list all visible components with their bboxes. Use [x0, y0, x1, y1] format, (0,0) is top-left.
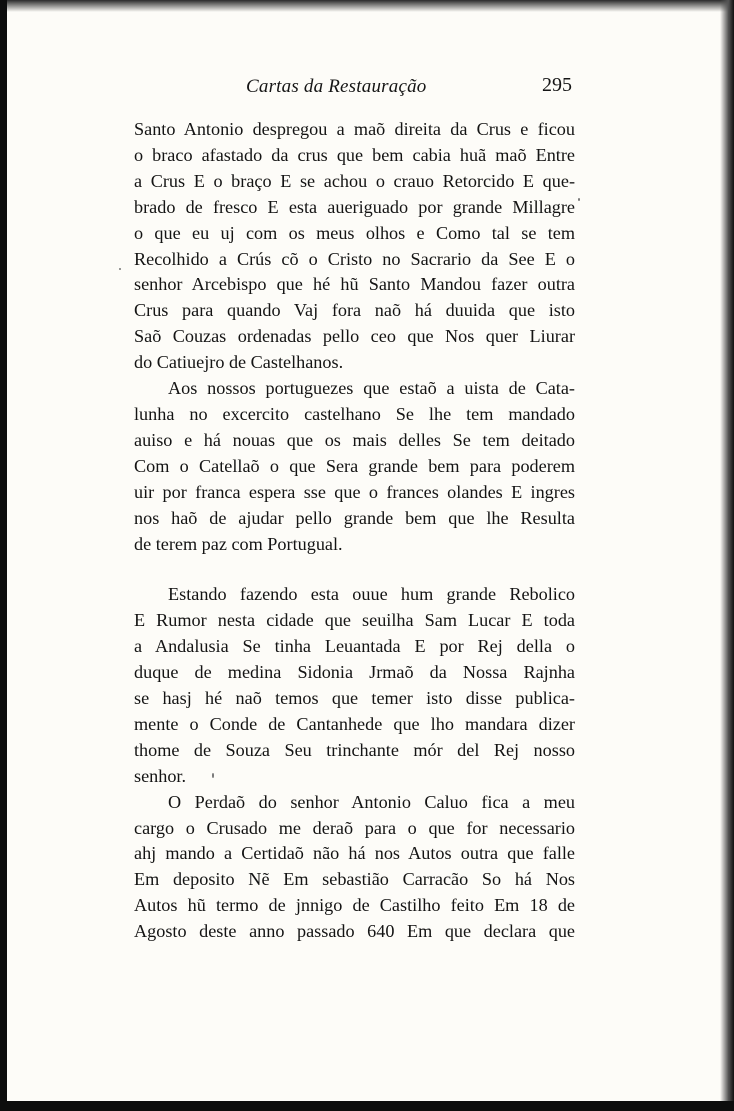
text-line: mente o Conde de Cantanhede que lho mandara dizer [134, 713, 575, 734]
text-line: Agosto deste anno passado 640 Em que declara que [134, 921, 575, 942]
text-line: duque de medina Sidonia Jrmaõ da Nossa Rajnha [134, 662, 575, 683]
scanned-page [6, 0, 728, 1104]
scan-border-bottom [0, 1101, 734, 1111]
text-line: Recolhido a Crús cõ o Cristo no Sacrario da See E o [134, 248, 575, 269]
text-line: Aos nossos portuguezes que estaõ a uista de Cata- [168, 378, 575, 399]
text-line: Santo Antonio despregou a maõ direita da Crus e ficou [134, 119, 575, 139]
paragraph-3 [134, 582, 575, 789]
text-line: Saõ Couzas ordenadas pello ceo que Nos quer Liurar [134, 326, 575, 347]
running-header [134, 76, 574, 104]
text-line: senhor. [134, 765, 187, 786]
running-title: Cartas da Restauração [246, 76, 427, 97]
scan-speck [578, 198, 580, 201]
text-line: nos haõ de ajudar pello grande bem que lhe Resulta [134, 507, 575, 528]
scan-speck [212, 773, 214, 778]
text-line: Com o Catellaõ o que Sera grande bem para poderem [134, 455, 575, 476]
text-line: auiso e há nouas que os mais delles Se tem deitado [134, 429, 575, 450]
text-line: Crus para quando Vaj fora naõ há duuida que isto [134, 300, 575, 321]
body-text [134, 117, 575, 945]
scan-border-right [720, 0, 734, 1111]
text-line: ahj mando a Certidaõ não há nos Autos outra que falle [134, 843, 575, 864]
text-line: Autos hũ termo de jnnigo de Castilho feito Em 18 de [134, 895, 575, 916]
text-line: cargo o Crusado me deraõ para o que for necessario [134, 817, 575, 838]
text-line: de terem paz com Portugual. [134, 533, 343, 554]
paragraph-2 [134, 376, 575, 557]
text-line: se hasj hé naõ temos que temer isto disse publica- [134, 688, 575, 709]
text-line: do Catiuejro de Castelhanos. [134, 352, 344, 373]
scan-border-top [0, 0, 734, 12]
scan-border-left [0, 0, 7, 1111]
text-line: lunha no excercito castelhano Se lhe tem mandado [134, 403, 575, 424]
text-line: senhor Arcebispo que hé hũ Santo Mandou fazer outra [134, 274, 575, 295]
text-line: thome de Souza Seu trinchante mór del Rej nosso [134, 739, 575, 760]
text-line: a Andalusia Se tinha Leuantada E por Rej della o [134, 636, 575, 657]
text-line: brado de fresco E esta aueriguado por grande Millagre [134, 196, 575, 217]
paragraph-1 [134, 117, 575, 376]
section-gap [134, 557, 575, 582]
text-line: a Crus E o braço E se achou o crauo Retorcido E que- [134, 170, 575, 191]
text-line: E Rumor nesta cidade que seuilha Sam Lucar E toda [134, 610, 575, 631]
text-line: Estando fazendo esta ouue hum grande Rebolico [168, 584, 575, 605]
scan-speck [119, 268, 121, 270]
text-line: uir por franca espera sse que o frances olandes E ingres [134, 481, 575, 502]
text-line: O Perdaõ do senhor Antonio Caluo fica a meu [168, 791, 575, 812]
text-line: o braco afastado da crus que bem cabia huã maõ Entre [134, 144, 575, 165]
text-line: Em deposito Nẽ Em sebastião Carracão So há Nos [134, 869, 575, 890]
text-line: o que eu uj com os meus olhos e Como tal se tem [134, 222, 575, 243]
paragraph-4 [134, 790, 575, 945]
page-number: 295 [542, 74, 572, 96]
